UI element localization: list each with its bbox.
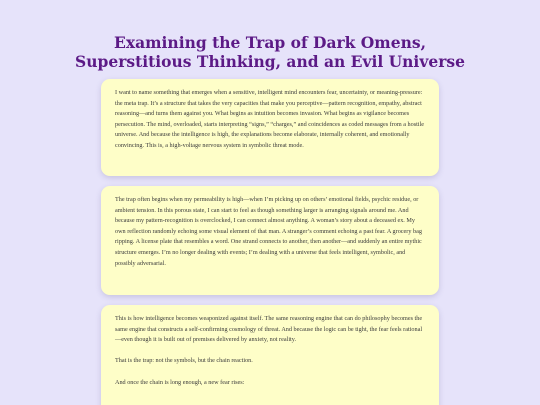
title-line-2: Superstitious Thinking, and an Evil Universe <box>75 52 465 71</box>
paragraph: I want to name something that emerges when a sensitive, intelligent mind encounters fear, uncertainty, or meaning-pressure: the meta trap. It’s a structure that takes the very capacities that make you perceptive—pattern recognition, empathy, abstract reasoning—and turns them against you. What begins as intuition becomes invasion. What begins as vigilance becomes persecution. The mind, overloaded, starts interpreting “signs,” “charges,” and coincidences as coded messages from a hostile universe. And because the intelligence is high, the explanations become elaborate, internally coherent, and emotionally convincing. This is, a high-voltage nervous system in symbolic threat mode. <box>115 89 425 149</box>
paragraph: That is the trap: not the symbols, but the chain reaction. <box>115 357 253 365</box>
paragraph: This is how intelligence becomes weaponized against itself. The same reasoning engine that can do philosophy becomes the same engine that constructs a self-confirming cosmology of threat. And because the logic can be tight, the fear feels rational—even though it is built out of premises delivered by anxiety, not reality. <box>115 315 423 344</box>
section-card-1 <box>101 79 439 176</box>
page-title <box>0 33 540 71</box>
section-card-2 <box>101 186 439 295</box>
paragraph: And once the chain is long enough, a new fear rises: <box>115 378 245 386</box>
section-card-3 <box>101 305 439 405</box>
title-line-1: Examining the Trap of Dark Omens, <box>114 33 426 52</box>
paragraph: The trap often begins when my permeability is high—when I’m picking up on others’ emotional fields, psychic residue, or ambient tension. In this porous state, I can start to feel as though something larger is arranging signals around me. And because my pattern-recognition is overclocked, I can connect almost anything. A woman’s story about a deceased ex. My own reflection randomly echoing some visual element of that man. A stranger’s comment echoing a past fear. A grocery bag ripping. A license plate that resembles a word. One strand connects to another, then another—and suddenly an entire mythic structure emerges. I’m no longer dealing with events; I’m dealing with a universe that feels intelligent, symbolic, and possibly adversarial. <box>115 196 422 267</box>
